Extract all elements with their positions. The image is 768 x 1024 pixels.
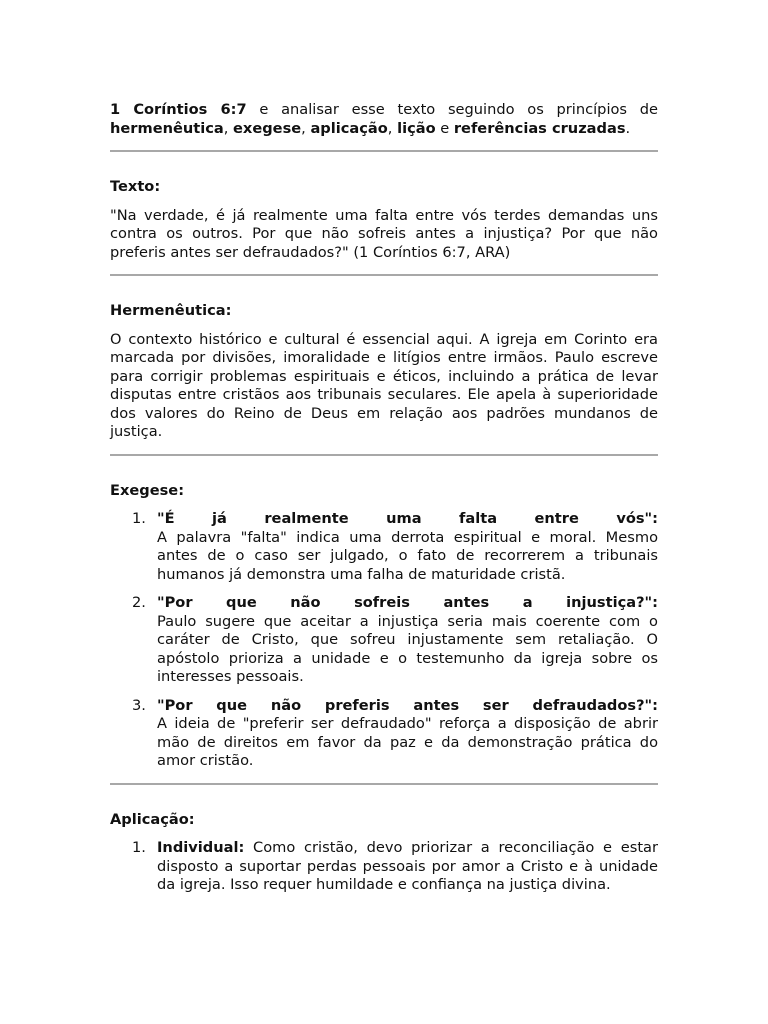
list-number: 1. <box>132 839 146 856</box>
list-item-body: Como cristão, devo priorizar a reconciliação e estar disposto a suportar perdas pessoais por amor a Cristo e à unidade da igreja. Isso requer humildade e confiança na justiça divina. <box>157 839 658 893</box>
section-exegese <box>110 456 658 783</box>
section-title: Texto: <box>110 178 161 195</box>
section-title: Hermenêutica: <box>110 302 232 319</box>
section-body: O contexto histórico e cultural é essencial aqui. A igreja em Corinto era marcada por divisões, imoralidade e litígios entre irmãos. Paulo escreve para corrigir problemas espirituais e éticos, incluindo a prática de levar disputas entre cristãos aos tribunais seculares. Ele apela à superioridade dos valores do Reino de Deus em relação aos padrões mundanos de justiça. <box>110 330 658 440</box>
section-title: Aplicação: <box>110 810 195 828</box>
section-hermeneutica <box>110 276 658 454</box>
intro-term-hermeneutica: hermenêutica <box>110 119 224 137</box>
section-texto <box>110 152 658 274</box>
intro-paragraph <box>110 101 658 138</box>
list-number: 2. <box>132 594 146 611</box>
intro-term-licao: lição <box>397 119 436 137</box>
section-aplicacao <box>110 785 658 917</box>
intro-reference: 1 Coríntios 6:7 <box>110 101 247 118</box>
exegese-list <box>110 510 658 771</box>
list-item <box>110 594 658 687</box>
list-item-heading: Individual: <box>157 839 245 856</box>
section-body: "Na verdade, é já realmente uma falta entre vós terdes demandas uns contra os outros. Por que não sofreis antes a injustiça? Por que não preferis antes ser defraudados?" (1 Coríntios 6:7, ARA) <box>110 206 658 261</box>
list-number: 1. <box>132 510 146 527</box>
intro-term-referencias: referências cruzadas <box>453 119 626 137</box>
list-item-body: A palavra "falta" indica uma derrota espiritual e moral. Mesmo antes de o caso ser julgado, o fato de recorrerem a tribunais humanos já demonstra uma falha de maturidade cristã. <box>157 528 658 583</box>
list-item-heading: "É já realmente uma falta entre vós": <box>157 510 658 527</box>
intro-sep: , <box>387 119 398 137</box>
list-item <box>110 510 658 584</box>
aplicacao-list <box>110 839 658 895</box>
list-item-body: Paulo sugere que aceitar a injustiça seria mais coerente com o caráter de Cristo, que sofreu injustamente sem retaliação. O apóstolo prioriza a unidade e o testemunho da igreja sobre os interesses pessoais. <box>157 612 658 685</box>
list-number: 3. <box>132 696 146 714</box>
document-page <box>110 0 658 917</box>
intro-sep: e <box>435 119 454 137</box>
intro-text: e analisar esse texto seguindo os princípios de <box>246 101 658 118</box>
section-title: Exegese: <box>110 481 185 499</box>
list-item <box>110 839 658 895</box>
list-item-heading: "Por que não sofreis antes a injustiça?": <box>157 594 658 611</box>
list-item-heading: "Por que não preferis antes ser defraudados?": <box>157 696 658 714</box>
intro-sep: , <box>301 119 311 137</box>
intro-end: . <box>625 119 631 137</box>
list-item <box>110 697 658 771</box>
list-item-body: A ideia de "preferir ser defraudado" reforça a disposição de abrir mão de direitos em favor da paz e da demonstração prática do amor cristão. <box>157 715 658 769</box>
intro-sep: , <box>223 119 234 137</box>
intro-term-aplicacao: aplicação <box>310 119 388 137</box>
intro-term-exegese: exegese <box>233 119 302 137</box>
